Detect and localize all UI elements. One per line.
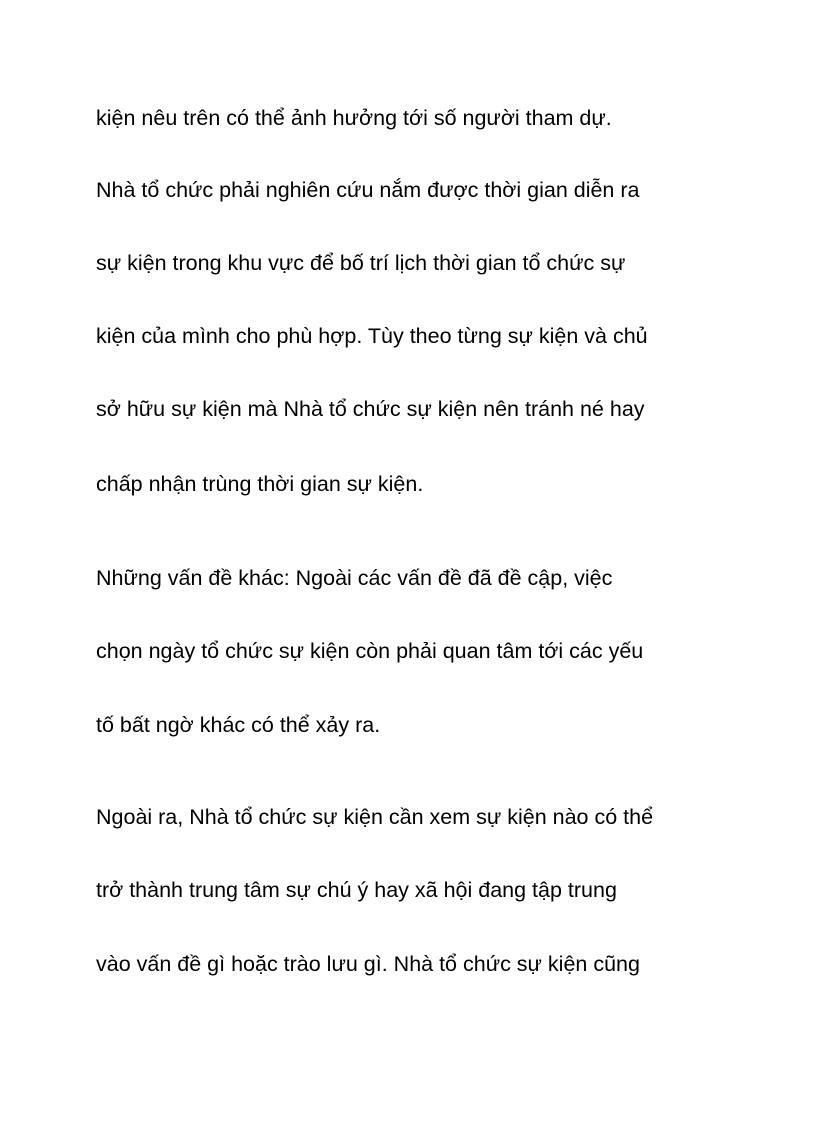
text-line: trở thành trung tâm sự chú ý hay xã hội đang tập trung	[96, 878, 617, 902]
text-line: Nhà tổ chức phải nghiên cứu nắm được thời gian diễn ra	[96, 178, 640, 202]
text-line: sở hữu sự kiện mà Nhà tổ chức sự kiện nên tránh né hay	[96, 397, 645, 421]
text-line: Những vấn đề khác: Ngoài các vấn đề đã đề cập, việc	[96, 566, 613, 590]
text-line: sự kiện trong khu vực để bố trí lịch thời gian tổ chức sự	[96, 251, 626, 275]
text-line: tố bất ngờ khác có thể xảy ra.	[96, 713, 381, 737]
text-line: kiện của mình cho phù hợp. Tùy theo từng sự kiện và chủ	[96, 324, 648, 348]
text-line: kiện nêu trên có thể ảnh hưởng tới số người tham dự.	[96, 106, 612, 130]
text-line: chấp nhận trùng thời gian sự kiện.	[96, 472, 424, 496]
text-line: chọn ngày tổ chức sự kiện còn phải quan tâm tới các yếu	[96, 639, 644, 663]
text-line: Ngoài ra, Nhà tổ chức sự kiện cần xem sự kiện nào có thể	[96, 805, 654, 829]
text-line: vào vấn đề gì hoặc trào lưu gì. Nhà tổ chức sự kiện cũng	[96, 952, 640, 976]
